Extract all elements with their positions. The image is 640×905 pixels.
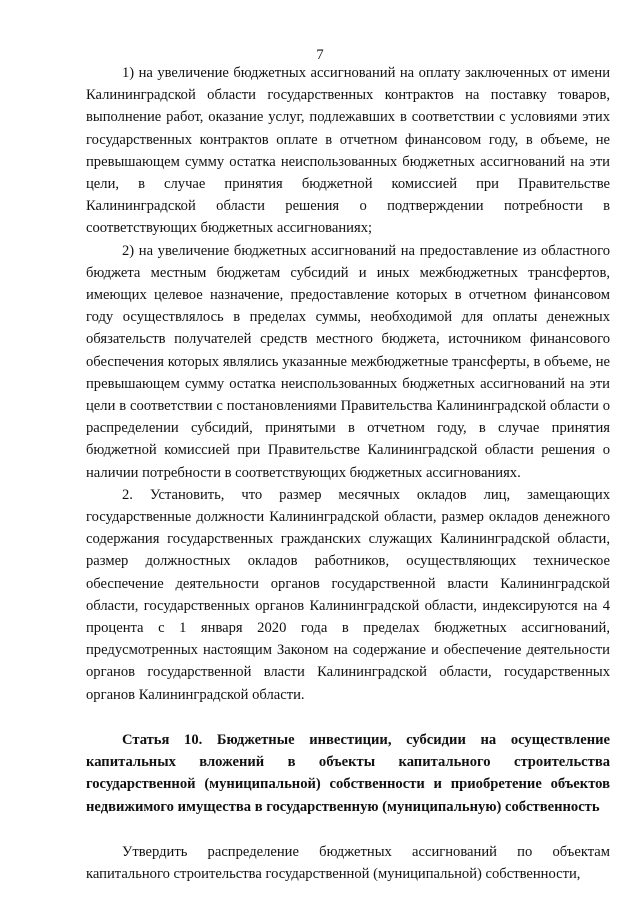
paragraph-item-1: 1) на увеличение бюджетных ассигнований на оплату заключенных от имени Калининградской области государственных контрактов на поставку товаров, выполнение работ, оказание услуг, подлежавших в соответствии с условиями этих государственных контрактов оплате в отчетном финансовом году, в объеме, не превышающем сумму остатка неиспользованных бюджетных ассигнований на эти цели, в случае принятия бюджетной комиссией при Правительстве Калининградской области решения о подтверждении потребности в соответствующих бюджетных ассигнованиях; <box>86 65 610 237</box>
page-number: 7 <box>316 47 324 63</box>
paragraph-item-2: 2) на увеличение бюджетных ассигнований на предоставление из областного бюджета местным бюджетам субсидий и иных межбюджетных трансфертов, имеющих целевое назначение, предоставление которых в отчетном финансовом году осуществлялось в пределах суммы, необходимой для оплаты денежных обязательств получателей средств местного бюджета, источником финансового обеспечения которых являлись указанные межбюджетные трансферты, в объеме, не превышающем сумму остатка неиспользованных бюджетных ассигнований на эти цели в соответствии с постановлениями Правительства Калининградской области о распределении субсидий, принятыми в отчетном году, в случае принятия бюджетной комиссией при Правительстве Калининградской области решения о наличии потребности в соответствующих бюджетных ассигнованиях. <box>86 242 610 481</box>
article-heading: Статья 10. Бюджетные инвестиции, субсидии на осуществление капитальных вложений в объекты капитального строительства государственной (муниципальной) собственности и приобретение объектов недвижимого имущества в государственную (муниципальную) собственность <box>86 731 610 815</box>
document-body <box>86 62 610 885</box>
paragraph-section-2: 2. Установить, что размер месячных окладов лиц, замещающих государственные должности Калининградской области, размер окладов денежного содержания государственных гражданских служащих Калининградской области, размер должностных окладов работников, осуществляющих техническое обеспечение деятельности органов государственной власти Калининградской области, государственных органов Калининградской области, индексируются на 4 процента с 1 января 2020 года в пределах бюджетных ассигнований, предусмотренных настоящим Законом на содержание и обеспечение деятельности органов государственной власти Калининградской области, государственных органов Калининградской области. <box>86 486 610 703</box>
paragraph-approval: Утвердить распределение бюджетных ассигнований по объектам капитального строительства государственной (муниципальной) собственности, <box>86 843 610 882</box>
